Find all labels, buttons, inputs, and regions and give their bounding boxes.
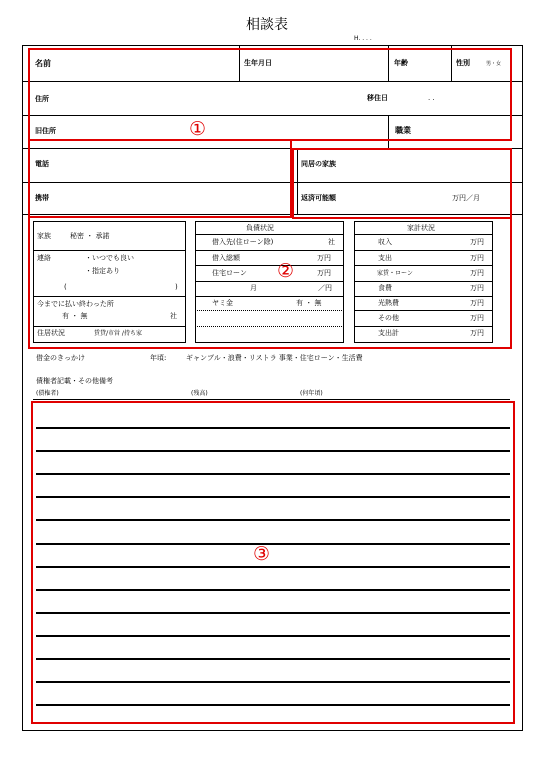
sex-options: 男・女 xyxy=(486,61,502,67)
remarks-col-year: (何年頃) xyxy=(300,390,323,397)
debt-header: 負債状況 xyxy=(246,224,274,232)
budget-row-label: 家賃・ローン xyxy=(377,270,413,277)
residence-options: 賃貸/市営 /持ち家 xyxy=(94,330,142,337)
remarks-label: 債権者記載・その他備考 xyxy=(36,377,113,385)
annotation-marker-2: ② xyxy=(277,260,295,282)
paid-yes-no: 有 ・ 無 xyxy=(62,312,88,320)
contact-option-anytime: ・いつでも良い xyxy=(85,254,134,262)
paren-open: ( xyxy=(64,283,67,291)
date-line: H. . . . xyxy=(354,35,372,42)
contact-option-specified: ・指定あり xyxy=(85,267,120,275)
annotation-box-2-lower xyxy=(28,217,512,349)
mobile-label: 携帯 xyxy=(35,194,49,202)
budget-row-label: 支出計 xyxy=(378,329,399,337)
debt-row-unit: 社 xyxy=(328,238,335,246)
annotation-marker-3: ③ xyxy=(253,543,271,565)
budget-row-label: その他 xyxy=(378,314,399,322)
budget-header: 家計状況 xyxy=(407,224,435,232)
sex-label: 性別 xyxy=(456,59,470,67)
contact-label: 連絡 xyxy=(37,254,51,262)
budget-row-label: 収入 xyxy=(378,238,392,246)
residence-label: 住居状況 xyxy=(37,329,65,337)
job-label: 職業 xyxy=(395,126,411,135)
debt-row-label: 借入先(住ローン除) xyxy=(212,238,274,246)
family-label: 家族 xyxy=(37,232,51,240)
paid-off-label: 今までに払い終わった所 xyxy=(37,300,114,308)
cause-reasons: ギャンブル・浪費・リストラ 事業・住宅ローン・生活費 xyxy=(186,354,363,362)
annotation-marker-1: ① xyxy=(189,118,207,140)
paid-company-unit: 社 xyxy=(170,312,177,320)
remarks-header-line xyxy=(33,399,510,400)
repay-unit: 万円／月 xyxy=(452,194,480,202)
yami-options: 有 ・ 無 xyxy=(296,299,322,307)
budget-row-unit: 万円 xyxy=(470,238,484,246)
budget-row-unit: 万円 xyxy=(470,329,484,337)
address-label: 住所 xyxy=(35,95,49,103)
move-date-label: 移住日 xyxy=(367,94,388,102)
annotation-box-1 xyxy=(28,48,512,141)
budget-row-unit: 万円 xyxy=(470,314,484,322)
move-date-dots: . . xyxy=(428,94,435,102)
debt-row-label: 借入総額 xyxy=(212,254,240,262)
yami-label: ヤミ金 xyxy=(212,299,233,307)
budget-row-label: 食費 xyxy=(378,284,392,292)
name-label: 名前 xyxy=(35,59,51,68)
debt-row-unit: 万円 xyxy=(317,269,331,277)
budget-row-label: 支出 xyxy=(378,254,392,262)
budget-row-label: 光熱費 xyxy=(378,299,399,307)
annotation-box-3 xyxy=(31,401,515,724)
paren-close: ) xyxy=(175,283,178,291)
debt-row-label: 住宅ローン xyxy=(212,269,247,277)
budget-row-unit: 万円 xyxy=(470,299,484,307)
remarks-col-creditor: (債権者) xyxy=(36,390,59,397)
debt-row-unit: ／円 xyxy=(318,284,332,292)
cause-year-label: 年頃: xyxy=(150,354,167,362)
annotation-box-2 xyxy=(292,148,512,219)
old-address-label: 旧住所 xyxy=(35,127,56,135)
page-title: 相談表 xyxy=(246,17,288,33)
age-label: 年齢 xyxy=(394,59,408,67)
budget-row-unit: 万円 xyxy=(470,284,484,292)
household-label: 同居の家族 xyxy=(301,160,336,168)
budget-row-unit: 万円 xyxy=(470,269,484,277)
remarks-col-balance: (残高) xyxy=(191,390,208,397)
family-options: 秘密 ・ 承諾 xyxy=(70,232,110,240)
annotation-box-1-tail xyxy=(28,139,292,218)
debt-row-unit: 万円 xyxy=(317,254,331,262)
budget-row-unit: 万円 xyxy=(470,254,484,262)
debt-row-label: 月 xyxy=(250,284,257,292)
birth-label: 生年月日 xyxy=(244,59,272,67)
repay-label: 返済可能額 xyxy=(301,194,336,202)
phone-label: 電話 xyxy=(35,160,49,168)
cause-label: 借金のきっかけ xyxy=(36,354,85,362)
